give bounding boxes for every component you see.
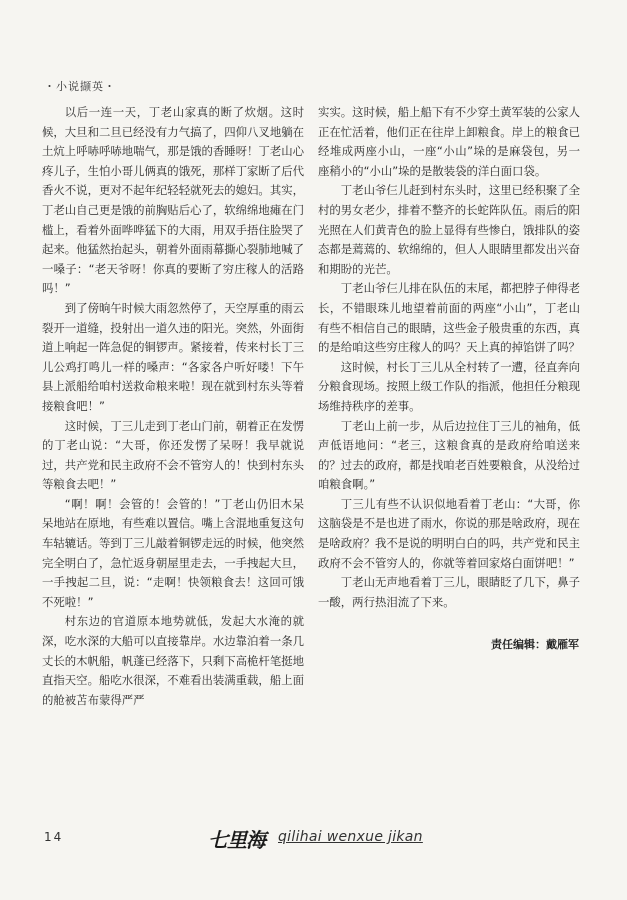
paragraph: 这时候，丁三儿走到丁老山门前，朝着正在发愣的丁老山说：“大哥，你还发愣了呆呀！我早就说过，共产党和民主政府不会不管穷人的！快到村东头等粮食去吧！”: [42, 418, 305, 492]
paragraph: 丁老山上前一步，从后边拉住丁三儿的袖角，低声低语地问：“老三，这粮食真的是政府给咱送来的？过去的政府，都是找咱老百姓要粮食，从没给过咱粮食啊。”: [318, 418, 581, 492]
page-number: 14: [44, 830, 64, 844]
paragraph: 村东边的官道原本地势就低，发起大水淹的就深，吃水深的大船可以直接靠岸。水边靠泊着一条几丈长的木帆船，帆蓬已经落下，只剩下高桅杆笔挺地直指天空。船吃水很深，不难看出装满重载，船上面的舱被苫布蒙得严严: [42, 614, 304, 707]
paragraph: 丁老山爷仨儿赶到村东头时，这里已经积聚了全村的男女老少，排着不整齐的长蛇阵队伍。雨后的阳光照在人们黄青色的脸上显得有些惨白，饿排队的姿态都是蔫蔫的、软绵绵的，但人人眼睛里都发出兴奋和期盼的光芒。: [318, 183, 581, 276]
paragraph: 丁三儿有些不认识似地看着丁老山：“大哥，你这脑袋是不是也进了雨水，你说的那是啥政府，现在是啥政府？我不是说的明明白白的吗，共产党和民主政府不会不管穷人的，你就等着回家烙白面饼吧！”: [318, 496, 580, 570]
magazine-title: 七里海: [208, 828, 265, 852]
paragraph: 丁老山无声地看着丁三儿，眼睛眨了几下，鼻子一酸，两行热泪流了下来。: [318, 575, 581, 609]
paragraph: 以后一连一天，丁老山家真的断了炊烟。这时候，大旦和二旦已经没有力气搞了，四仰八叉地躺在土炕上呼哧呼哧地喘气，那是饿的香睡呀！丁老山心疼儿子，生怕小哥儿俩真的饿死，那样丁家断了后代香火不说，更对不起年纪轻轻就死去的媳妇。其实，丁老山自己更是饿的前胸贴后心了，软绵绵地瘫在门槛上，看着外面哗哗猛下的大雨，用双手捂住脸哭了起来。他猛然抬起头，朝着外面雨幕撕心裂肺地喊了一嗓子：“老天爷呀！你真的要断了穷庄稼人的活路吗！”: [42, 105, 304, 296]
right-column: [318, 103, 580, 612]
page-footer: [0, 822, 627, 852]
paragraph: 这时候，村长丁三儿从全村转了一遭，径直奔向分粮食现场。按照上级工作队的指派，他担任分粮现场维持秩序的差事。: [318, 359, 581, 413]
paragraph: 到了傍晌午时候大雨忽然停了，天空厚重的雨云裂开一道缝，投射出一道久违的阳光。突然，外面街道上响起一阵急促的铜锣声。紧接着，传来村长丁三儿公鸡打鸣儿一样的嗓声：“各家各户听好喽！下午县上派船给咱村送救命粮来啦！现在就到村东头等着接粮食吧！”: [42, 300, 305, 413]
paragraph: 丁老山爷仨儿排在队伍的末尾，都把脖子伸得老长，不错眼珠儿地望着前面的两座“小山”，丁老山有些不相信自己的眼睛，这些金子般贵重的东西，真的是给咱这些穷庄稼人的吗？天上真的掉馅饼了吗？: [318, 281, 581, 355]
paragraph: “啊！啊！会管的！会管的！”丁老山仍旧木呆呆地站在原地，有些难以置信。嘴上含混地重复这句车轱辘话。等到丁三儿敲着铜锣走远的时候，他突然完全明白了，急忙返身朝屋里走去，一手拽起大旦，一手拽起二旦，说：“走啊！快领粮食去！这回可饿不死啦！”: [42, 496, 304, 609]
paragraph: 实实。这时候，船上船下有不少穿土黄军装的公家人正在忙活着，他们正在往岸上卸粮食。岸上的粮食已经堆成两座小山，一座“小山”垛的是麻袋包，另一座稍小的“小山”垛的是散装袋的洋白面口袋。: [318, 105, 580, 178]
editor-credit: 责任编辑：戴雁军: [491, 638, 579, 651]
magazine-pinyin: qilihai wenxue jikan: [278, 829, 423, 845]
left-column: [42, 103, 304, 710]
section-label: ・小说撷英・: [44, 80, 116, 93]
